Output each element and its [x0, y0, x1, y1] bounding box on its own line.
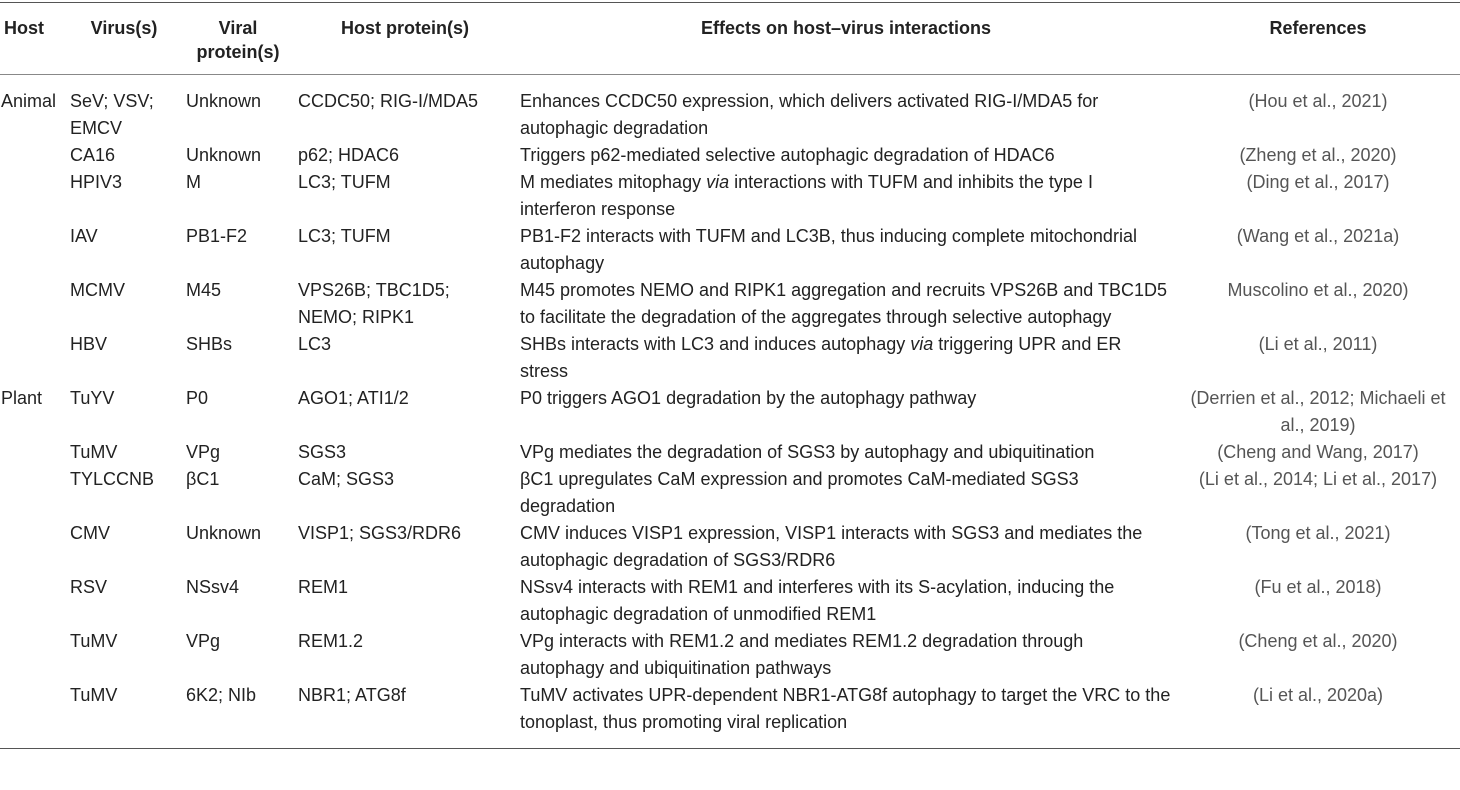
header-effects: Effects on host–virus interactions [700, 18, 992, 38]
cell-virus: TYLCCNB [70, 469, 155, 489]
table-row [0, 385, 1460, 439]
effects-text: triggering UPR and ER stress [520, 334, 1122, 381]
cell-virus: SeV; VSV; EMCV [70, 91, 154, 138]
table-row [0, 466, 1460, 520]
cell-host: Plant [1, 388, 43, 408]
cell-virus: CA16 [70, 145, 116, 165]
cell-effects: Triggers p62-mediated selective autophagic degradation of HDAC6 [520, 145, 1055, 165]
cell-virus: HPIV3 [70, 172, 123, 192]
effects-text: SHBs interacts with LC3 and induces autophagy [520, 334, 911, 354]
cell-virus: IAV [70, 226, 98, 246]
table-row [0, 331, 1460, 385]
table-row [0, 628, 1460, 682]
cell-effects [516, 169, 1176, 223]
cell-reference[interactable]: (Hou et al., 2021) [1248, 91, 1388, 111]
cell-viral-protein: Unknown [186, 523, 262, 543]
cell-host [0, 277, 66, 331]
cell-host [0, 331, 66, 385]
cell-host-protein: CaM; SGS3 [298, 469, 395, 489]
table-row [0, 142, 1460, 169]
cell-effects: CMV induces VISP1 expression, VISP1 interacts with SGS3 and mediates the autophagic degradation of SGS3/RDR6 [520, 523, 1143, 570]
table-row [0, 75, 1460, 143]
cell-viral-protein: VPg [186, 631, 221, 651]
cell-reference[interactable]: (Zheng et al., 2020) [1239, 145, 1397, 165]
cell-reference[interactable]: (Ding et al., 2017) [1246, 172, 1390, 192]
table-row [0, 682, 1460, 749]
cell-virus: TuYV [70, 388, 115, 408]
cell-effects: M45 promotes NEMO and RIPK1 aggregation and recruits VPS26B and TBC1D5 to facilitate the degradation of the aggregates through selective autophagy [520, 280, 1168, 327]
cell-host-protein: SGS3 [298, 442, 347, 462]
cell-virus: HBV [70, 334, 108, 354]
cell-viral-protein: βC1 [186, 469, 220, 489]
cell-virus: MCMV [70, 280, 125, 300]
header-host-protein: Host protein(s) [341, 18, 469, 38]
cell-virus: TuMV [70, 442, 118, 462]
cell-host-protein: REM1.2 [298, 631, 364, 651]
cell-host-protein: VPS26B; TBC1D5; NEMO; RIPK1 [298, 280, 450, 327]
effects-text: M mediates mitophagy [520, 172, 707, 192]
header-viral-protein: Viral protein(s) [196, 18, 280, 62]
cell-reference[interactable]: (Wang et al., 2021a) [1236, 226, 1400, 246]
cell-viral-protein: Unknown [186, 91, 262, 111]
cell-host-protein: CCDC50; RIG-I/MDA5 [298, 91, 479, 111]
cell-effects: P0 triggers AGO1 degradation by the autophagy pathway [520, 388, 977, 408]
cell-viral-protein: M [186, 172, 201, 192]
cell-viral-protein: M45 [186, 280, 222, 300]
table-row [0, 223, 1460, 277]
cell-reference[interactable]: (Derrien et al., 2012; Michaeli et al., 2019) [1190, 388, 1446, 435]
cell-virus: TuMV [70, 631, 118, 651]
host-virus-table [0, 2, 1460, 749]
cell-virus: TuMV [70, 685, 118, 705]
header-references: References [1269, 18, 1367, 38]
cell-host [0, 628, 66, 682]
cell-viral-protein: PB1-F2 [186, 226, 248, 246]
header-virus: Virus(s) [90, 18, 158, 38]
cell-host [0, 520, 66, 574]
cell-reference[interactable]: (Li et al., 2014; Li et al., 2017) [1198, 469, 1438, 489]
cell-host [0, 574, 66, 628]
cell-viral-protein: P0 [186, 388, 209, 408]
cell-effects: Enhances CCDC50 expression, which delivers activated RIG-I/MDA5 for autophagic degradation [520, 91, 1099, 138]
cell-host-protein: LC3 [298, 334, 332, 354]
cell-host [0, 466, 66, 520]
cell-reference[interactable]: (Cheng et al., 2020) [1238, 631, 1398, 651]
cell-reference[interactable]: (Li et al., 2011) [1258, 334, 1378, 354]
table-row [0, 574, 1460, 628]
table-row [0, 520, 1460, 574]
cell-host [0, 169, 66, 223]
cell-reference[interactable]: (Fu et al., 2018) [1254, 577, 1382, 597]
table-row [0, 439, 1460, 466]
cell-viral-protein: 6K2; NIb [186, 685, 257, 705]
cell-host-protein: VISP1; SGS3/RDR6 [298, 523, 462, 543]
cell-reference[interactable]: (Cheng and Wang, 2017) [1217, 442, 1419, 462]
cell-effects: VPg mediates the degradation of SGS3 by autophagy and ubiquitination [520, 442, 1095, 462]
header-host: Host [4, 18, 44, 38]
cell-host-protein: LC3; TUFM [298, 226, 391, 246]
cell-reference[interactable]: Muscolino et al., 2020) [1227, 280, 1409, 300]
cell-effects: VPg interacts with REM1.2 and mediates REM1.2 degradation through autophagy and ubiquitination pathways [520, 631, 1084, 678]
cell-effects: NSsv4 interacts with REM1 and interferes with its S-acylation, inducing the autophagic degradation of unmodified REM1 [520, 577, 1115, 624]
cell-viral-protein: Unknown [186, 145, 262, 165]
cell-viral-protein: VPg [186, 442, 221, 462]
cell-host-protein: LC3; TUFM [298, 172, 391, 192]
cell-reference[interactable]: (Tong et al., 2021) [1245, 523, 1391, 543]
table-row [0, 277, 1460, 331]
cell-effects: PB1-F2 interacts with TUFM and LC3B, thus inducing complete mitochondrial autophagy [520, 226, 1137, 273]
cell-host [0, 223, 66, 277]
cell-virus: RSV [70, 577, 108, 597]
table-row [0, 169, 1460, 223]
cell-virus: CMV [70, 523, 110, 543]
header-row [0, 3, 1460, 75]
cell-host-protein: AGO1; ATI1/2 [298, 388, 409, 408]
cell-host [0, 439, 66, 466]
cell-viral-protein: SHBs [186, 334, 233, 354]
cell-effects: βC1 upregulates CaM expression and promotes CaM-mediated SGS3 degradation [520, 469, 1079, 516]
cell-effects: TuMV activates UPR-dependent NBR1-ATG8f autophagy to target the VRC to the tonoplast, thus promoting viral replication [520, 685, 1171, 732]
effects-italic: via [706, 172, 730, 192]
cell-effects [516, 331, 1176, 385]
cell-host-protein: REM1 [298, 577, 349, 597]
effects-text: interactions with TUFM and inhibits the type I interferon response [520, 172, 1093, 219]
cell-host: Animal [1, 91, 57, 111]
cell-reference[interactable]: (Li et al., 2020a) [1252, 685, 1384, 705]
cell-host-protein: p62; HDAC6 [298, 145, 400, 165]
cell-host-protein: NBR1; ATG8f [298, 685, 406, 705]
effects-italic: via [910, 334, 934, 354]
cell-host [0, 682, 66, 749]
cell-viral-protein: NSsv4 [186, 577, 240, 597]
cell-host [0, 142, 66, 169]
